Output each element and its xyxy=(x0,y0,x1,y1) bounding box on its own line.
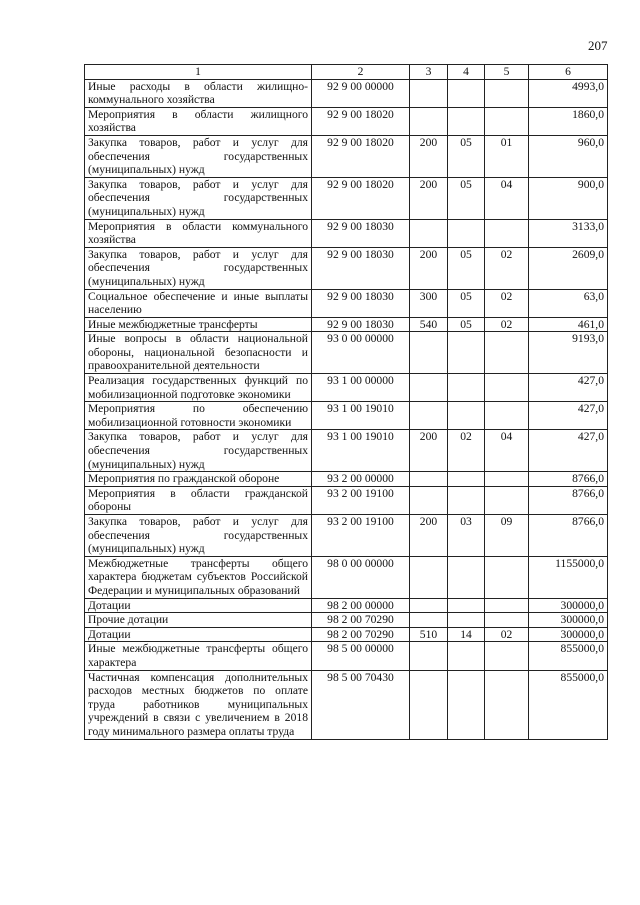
row-section xyxy=(448,598,485,613)
table-body xyxy=(85,79,608,739)
table-row xyxy=(85,642,608,670)
row-subsection: 01 xyxy=(485,135,529,177)
row-section xyxy=(448,79,485,107)
table-row xyxy=(85,107,608,135)
row-name: Мероприятия в области коммунального хозяйства xyxy=(85,219,312,247)
row-name: Закупка товаров, работ и услуг для обеспечения государственных (муниципальных) нужд xyxy=(85,135,312,177)
row-expense-type xyxy=(410,402,448,430)
row-amount: 855000,0 xyxy=(529,670,608,739)
row-target-code: 93 2 00 00000 xyxy=(312,472,410,487)
row-amount: 427,0 xyxy=(529,430,608,472)
row-section xyxy=(448,107,485,135)
row-amount: 8766,0 xyxy=(529,472,608,487)
row-expense-type: 200 xyxy=(410,430,448,472)
row-section: 05 xyxy=(448,177,485,219)
row-name: Иные межбюджетные трансферты общего характера xyxy=(85,642,312,670)
table-row xyxy=(85,317,608,332)
row-name: Межбюджетные трансферты общего характера бюджетам субъектов Российской Федерации и муниципальных образований xyxy=(85,556,312,598)
row-name: Иные межбюджетные трансферты xyxy=(85,317,312,332)
table-row xyxy=(85,219,608,247)
row-section xyxy=(448,402,485,430)
row-subsection xyxy=(485,613,529,628)
row-section xyxy=(448,374,485,402)
row-expense-type xyxy=(410,107,448,135)
row-amount: 8766,0 xyxy=(529,486,608,514)
row-section: 02 xyxy=(448,430,485,472)
row-name: Мероприятия в области гражданской обороны xyxy=(85,486,312,514)
row-target-code: 92 9 00 18030 xyxy=(312,289,410,317)
row-target-code: 98 5 00 00000 xyxy=(312,642,410,670)
table-row xyxy=(85,613,608,628)
row-name: Закупка товаров, работ и услуг для обеспечения государственных (муниципальных) нужд xyxy=(85,177,312,219)
row-amount: 900,0 xyxy=(529,177,608,219)
row-amount: 855000,0 xyxy=(529,642,608,670)
row-target-code: 92 9 00 00000 xyxy=(312,79,410,107)
row-section xyxy=(448,556,485,598)
row-subsection xyxy=(485,642,529,670)
table-row xyxy=(85,135,608,177)
column-header: 4 xyxy=(448,65,485,80)
table-row xyxy=(85,402,608,430)
table-row xyxy=(85,515,608,557)
budget-table xyxy=(84,64,608,740)
row-section xyxy=(448,219,485,247)
row-subsection: 04 xyxy=(485,430,529,472)
column-header: 1 xyxy=(85,65,312,80)
row-section: 05 xyxy=(448,247,485,289)
row-name: Иные расходы в области жилищно-коммунального хозяйства xyxy=(85,79,312,107)
row-target-code: 98 2 00 70290 xyxy=(312,613,410,628)
row-section xyxy=(448,332,485,374)
row-subsection xyxy=(485,332,529,374)
row-amount: 300000,0 xyxy=(529,598,608,613)
table-row xyxy=(85,472,608,487)
row-expense-type xyxy=(410,598,448,613)
row-amount: 300000,0 xyxy=(529,627,608,642)
row-name: Мероприятия по гражданской обороне xyxy=(85,472,312,487)
row-amount: 960,0 xyxy=(529,135,608,177)
table-row xyxy=(85,670,608,739)
table-row xyxy=(85,556,608,598)
row-section xyxy=(448,613,485,628)
row-subsection xyxy=(485,598,529,613)
row-subsection: 04 xyxy=(485,177,529,219)
row-subsection: 02 xyxy=(485,289,529,317)
row-amount: 8766,0 xyxy=(529,515,608,557)
row-amount: 427,0 xyxy=(529,374,608,402)
column-header: 2 xyxy=(312,65,410,80)
row-section xyxy=(448,670,485,739)
row-target-code: 93 0 00 00000 xyxy=(312,332,410,374)
table-row xyxy=(85,79,608,107)
row-section: 05 xyxy=(448,317,485,332)
row-expense-type: 200 xyxy=(410,247,448,289)
row-amount: 1155000,0 xyxy=(529,556,608,598)
row-name: Закупка товаров, работ и услуг для обеспечения государственных (муниципальных) нужд xyxy=(85,430,312,472)
table-row xyxy=(85,374,608,402)
row-name: Дотации xyxy=(85,598,312,613)
row-target-code: 92 9 00 18020 xyxy=(312,135,410,177)
row-expense-type xyxy=(410,219,448,247)
table-row xyxy=(85,598,608,613)
row-amount: 63,0 xyxy=(529,289,608,317)
row-target-code: 93 1 00 19010 xyxy=(312,430,410,472)
row-amount: 1860,0 xyxy=(529,107,608,135)
row-target-code: 98 0 00 00000 xyxy=(312,556,410,598)
row-name: Частичная компенсация дополнительных расходов местных бюджетов по оплате труда работников муниципальных учреждений в связи с увеличением в 2018 году минимального размера оплаты труда xyxy=(85,670,312,739)
row-expense-type: 200 xyxy=(410,135,448,177)
row-subsection xyxy=(485,402,529,430)
row-target-code: 93 1 00 00000 xyxy=(312,374,410,402)
row-target-code: 98 5 00 70430 xyxy=(312,670,410,739)
row-expense-type xyxy=(410,613,448,628)
table-row xyxy=(85,332,608,374)
row-expense-type xyxy=(410,642,448,670)
row-expense-type xyxy=(410,332,448,374)
row-target-code: 92 9 00 18020 xyxy=(312,177,410,219)
row-name: Мероприятия по обеспечению мобилизационной готовности экономики xyxy=(85,402,312,430)
row-expense-type xyxy=(410,556,448,598)
row-section: 05 xyxy=(448,135,485,177)
row-target-code: 92 9 00 18030 xyxy=(312,219,410,247)
row-amount: 4993,0 xyxy=(529,79,608,107)
row-target-code: 93 1 00 19010 xyxy=(312,402,410,430)
row-name: Реализация государственных функций по мобилизационной подготовке экономики xyxy=(85,374,312,402)
table-row xyxy=(85,430,608,472)
row-expense-type: 200 xyxy=(410,515,448,557)
row-target-code: 93 2 00 19100 xyxy=(312,515,410,557)
row-section xyxy=(448,642,485,670)
row-amount: 3133,0 xyxy=(529,219,608,247)
row-name: Дотации xyxy=(85,627,312,642)
row-subsection xyxy=(485,374,529,402)
row-section xyxy=(448,486,485,514)
row-name: Социальное обеспечение и иные выплаты населению xyxy=(85,289,312,317)
table-row xyxy=(85,247,608,289)
row-expense-type xyxy=(410,374,448,402)
row-section xyxy=(448,472,485,487)
row-expense-type: 510 xyxy=(410,627,448,642)
row-amount: 9193,0 xyxy=(529,332,608,374)
row-target-code: 98 2 00 00000 xyxy=(312,598,410,613)
row-section: 05 xyxy=(448,289,485,317)
column-header: 6 xyxy=(529,65,608,80)
row-section: 14 xyxy=(448,627,485,642)
row-subsection xyxy=(485,472,529,487)
row-expense-type xyxy=(410,472,448,487)
row-subsection xyxy=(485,107,529,135)
row-expense-type: 300 xyxy=(410,289,448,317)
row-expense-type xyxy=(410,670,448,739)
table-row xyxy=(85,177,608,219)
row-name: Мероприятия в области жилищного хозяйства xyxy=(85,107,312,135)
row-amount: 2609,0 xyxy=(529,247,608,289)
row-subsection: 02 xyxy=(485,317,529,332)
row-expense-type: 540 xyxy=(410,317,448,332)
row-subsection xyxy=(485,219,529,247)
page-number: 207 xyxy=(588,38,608,53)
table-header-row xyxy=(85,65,608,80)
row-amount: 461,0 xyxy=(529,317,608,332)
row-target-code: 92 9 00 18030 xyxy=(312,247,410,289)
row-target-code: 93 2 00 19100 xyxy=(312,486,410,514)
row-expense-type: 200 xyxy=(410,177,448,219)
row-subsection xyxy=(485,486,529,514)
row-subsection: 02 xyxy=(485,627,529,642)
column-header: 3 xyxy=(410,65,448,80)
table-row xyxy=(85,486,608,514)
table-row xyxy=(85,289,608,317)
row-target-code: 98 2 00 70290 xyxy=(312,627,410,642)
row-subsection xyxy=(485,79,529,107)
row-amount: 300000,0 xyxy=(529,613,608,628)
row-section: 03 xyxy=(448,515,485,557)
row-expense-type xyxy=(410,79,448,107)
row-subsection xyxy=(485,670,529,739)
row-target-code: 92 9 00 18020 xyxy=(312,107,410,135)
row-name: Иные вопросы в области национальной обороны, национальной безопасности и правоохранительной деятельности xyxy=(85,332,312,374)
row-expense-type xyxy=(410,486,448,514)
row-subsection xyxy=(485,556,529,598)
row-amount: 427,0 xyxy=(529,402,608,430)
row-name: Закупка товаров, работ и услуг для обеспечения государственных (муниципальных) нужд xyxy=(85,247,312,289)
row-subsection: 09 xyxy=(485,515,529,557)
row-name: Прочие дотации xyxy=(85,613,312,628)
column-header: 5 xyxy=(485,65,529,80)
row-name: Закупка товаров, работ и услуг для обеспечения государственных (муниципальных) нужд xyxy=(85,515,312,557)
row-target-code: 92 9 00 18030 xyxy=(312,317,410,332)
table-row xyxy=(85,627,608,642)
row-subsection: 02 xyxy=(485,247,529,289)
